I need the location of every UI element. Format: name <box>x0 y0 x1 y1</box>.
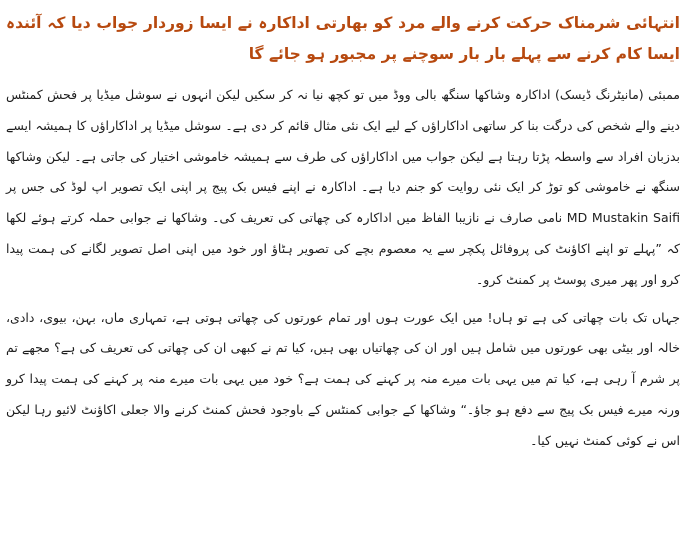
article-paragraph-2: جہاں تک بات چھاتی کی ہے تو ہاں! میں ایک عورت ہوں اور تمام عورتوں کی چھاتی ہوتی ہے، تمہاری ماں، بہن، بیوی، دادی، خالہ اور بیٹی بھی عورتوں میں شامل ہیں اور ان کی چھاتیاں بھی ہیں، کیا تم نے کبھی ان کی چھاتی کی تعریف کی ہے؟ مجھے تم پر شرم آ رہی ہے، کیا تم میں یہی بات میرے منہ پر کہنے کی ہمت ہے؟ خود میں یہی بات میرے منہ پر کہنے کی ہمت پیدا کرو ورنہ میرے فیس بک پیج سے دفع ہو جاؤ۔“ وشاکھا کے جوابی کمنٹس کے باوجود فحش کمنٹ کرنے والا جعلی اکاؤنٹ لائیو رہا لیکن اس نے کوئی کمنٹ نہیں کیا۔ <box>6 309 680 448</box>
article-headline: انتہائی شرمناک حرکت کرنے والے مرد کو بھارتی اداکارہ نے ایسا زوردار جواب دیا کہ آئندہ ایسا کام کرنے سے پہلے بار بار سوچنے پر مجبور ہو جائے گا <box>6 14 680 63</box>
article-paragraph-1: ممبئی (مانیٹرنگ ڈیسک) اداکارہ وشاکھا سنگھ بالی ووڈ میں تو کچھ نیا نہ کر سکیں لیکن انہوں نے سوشل میڈیا پر فحش کمنٹس دینے والے شخص کی درگت بنا کر ساتھی اداکاراؤں کے لیے ایک نئی مثال قائم کر دی ہے۔ سوشل میڈیا پر اداکاراؤں کا ہمیشہ ایسے بدزبان افراد سے واسطہ پڑتا رہتا ہے لیکن جواب میں اداکاراؤں کی طرف سے ہمیشہ خاموشی اختیار کی جاتی ہے۔ لیکن وشاکھا سنگھ نے خاموشی کو توڑ کر ایک نئی روایت کو جنم دیا ہے۔ اداکارہ نے اپنے فیس بک پیج پر اپنی ایک تصویر اپ لوڈ کی جس پر MD Mustakin Saifi نامی صارف نے نازیبا الفاظ میں اداکارہ کی چھاتی کی تعریف کی۔ وشاکھا نے جوابی حملہ کرتے ہوئے لکھا کہ ”پہلے تو اپنے اکاؤنٹ کی پروفائل پکچر سے یہ معصوم بچے کی تصویر ہٹاؤ اور خود میں اپنی اصل تصویر لگانے کی ہمت پیدا کرو اور پھر میری پوسٹ پر کمنٹ کرو۔ <box>6 87 680 287</box>
news-article <box>6 0 680 539</box>
